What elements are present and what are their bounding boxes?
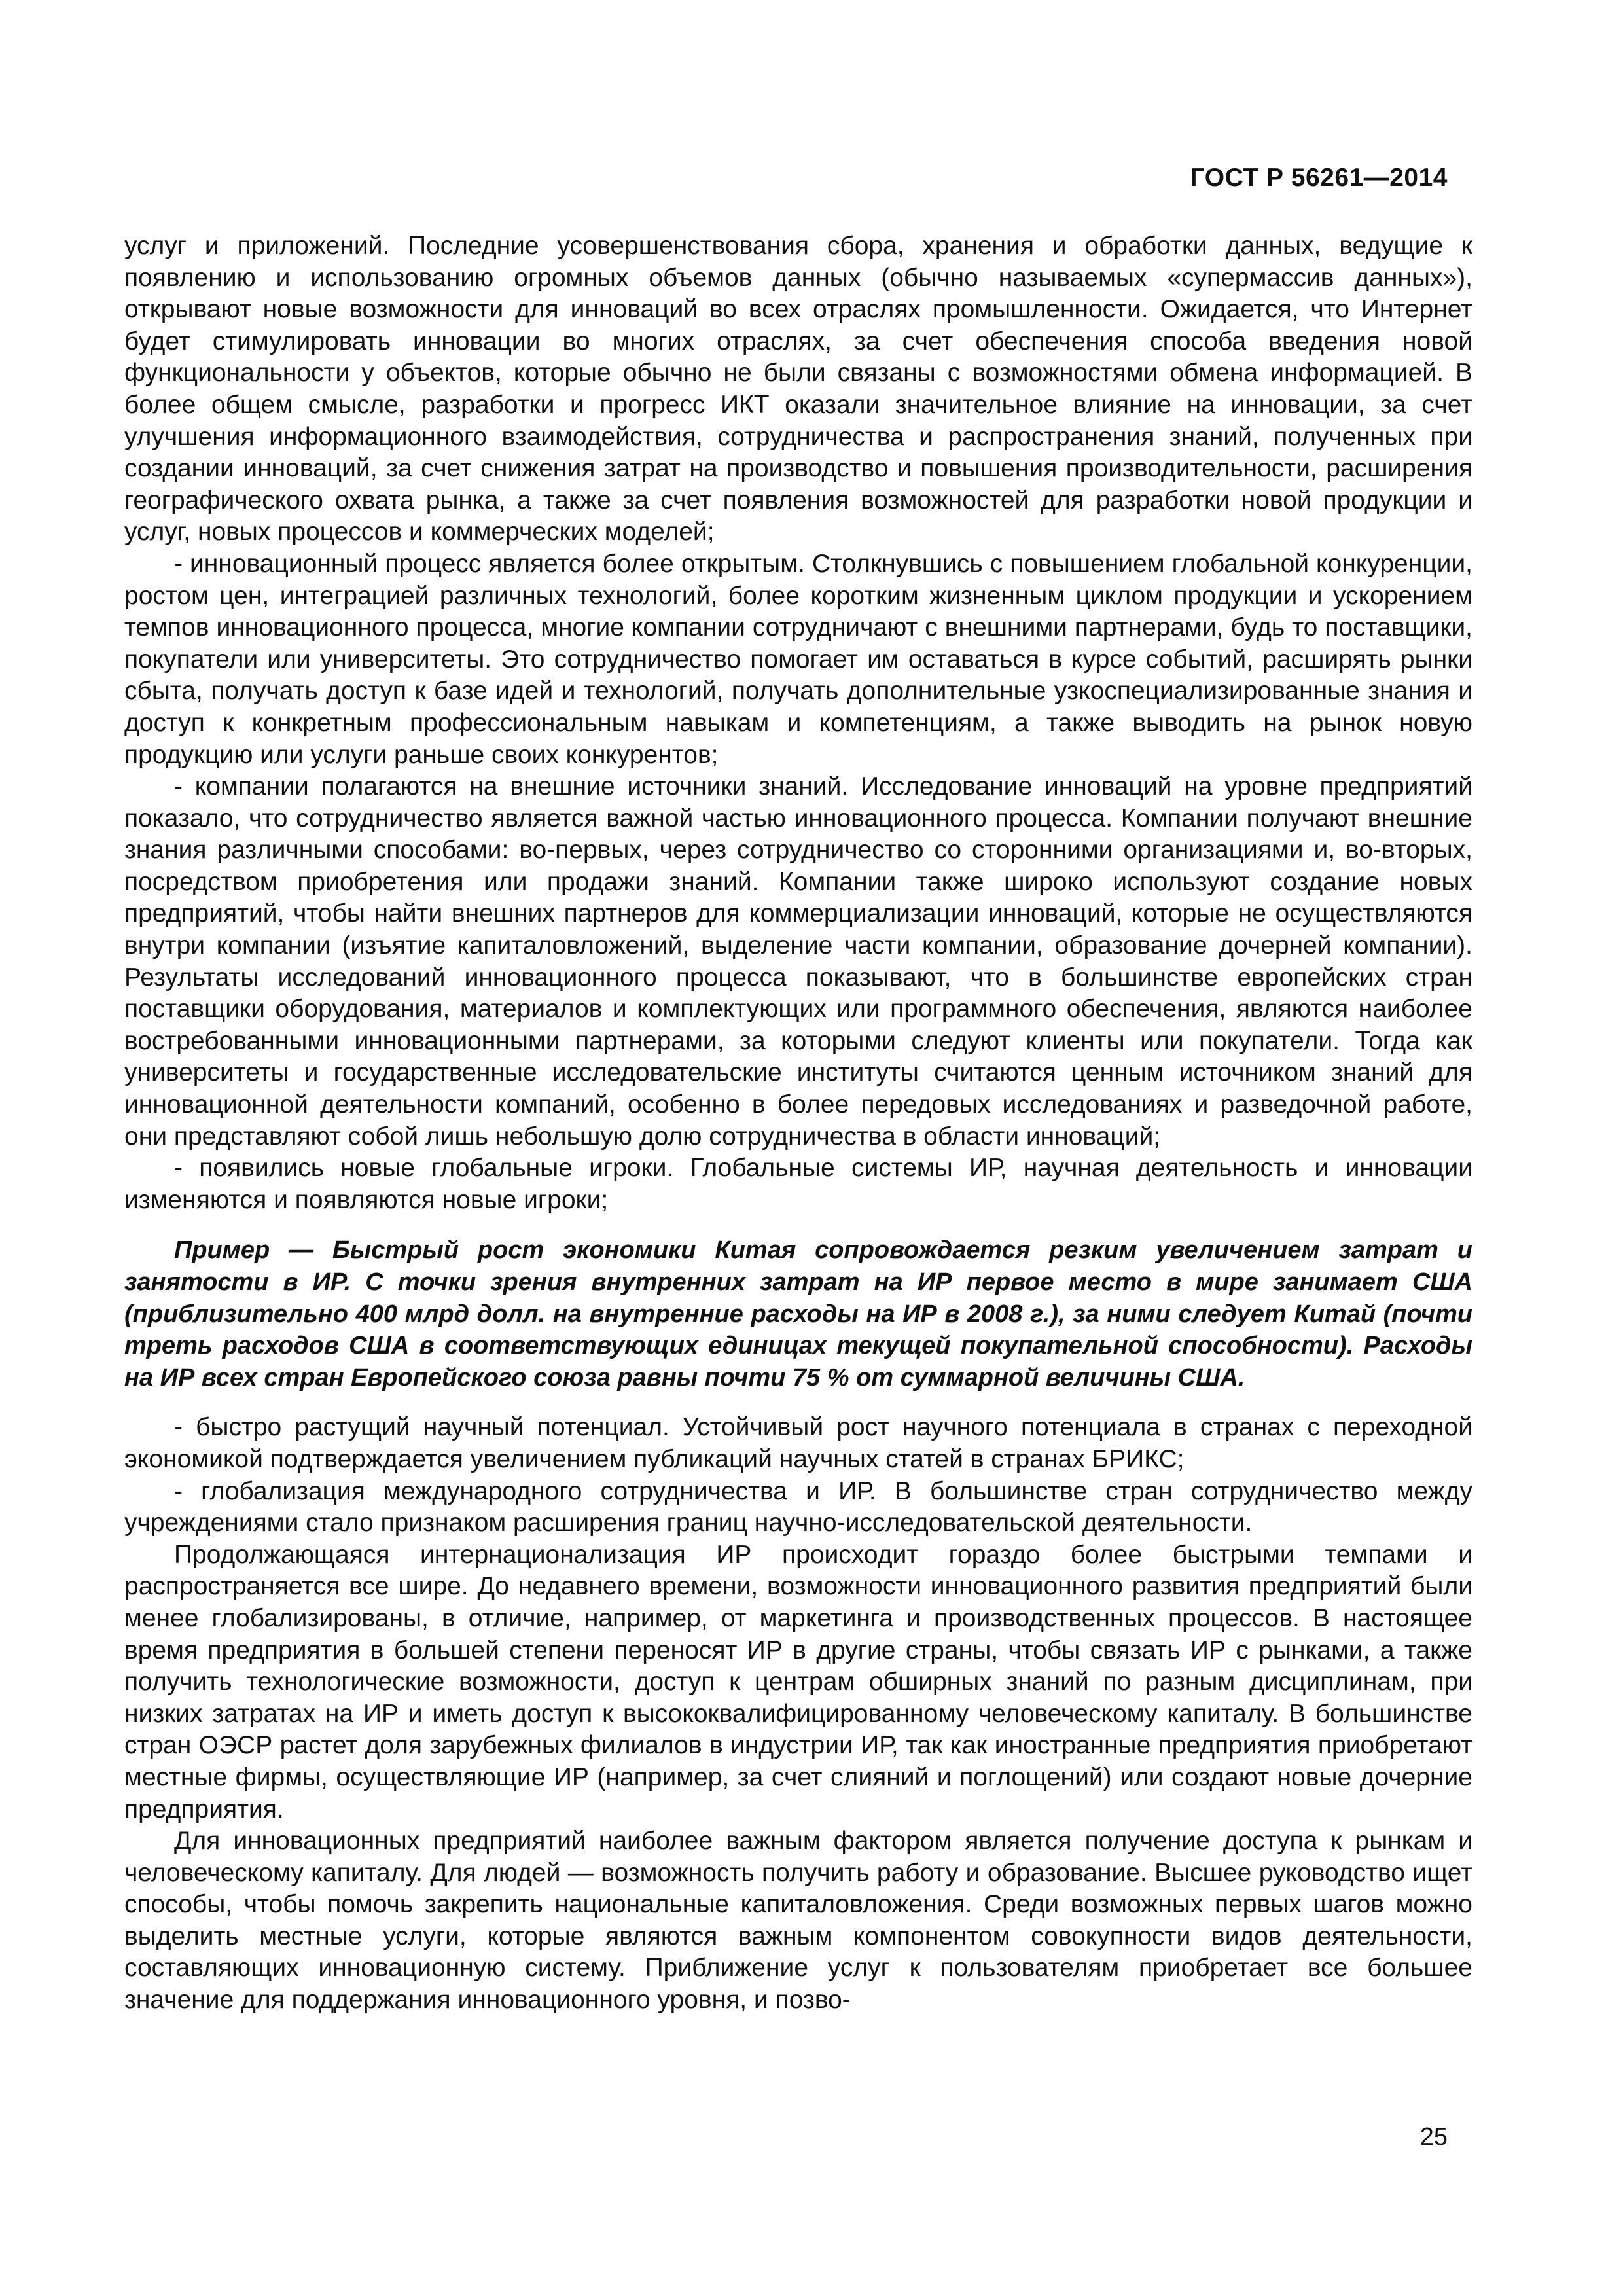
paragraph: услуг и приложений. Последние усовершенствования сбора, хранения и обработки данных, ведущие к появлению и использованию огромных объемов данных (обычно называемых «супермассив данных»), открывают новые возможности для инноваций во всех отраслях промышленности. Ожидается, что Интернет будет стимулировать инновации во многих отраслях, за счет обеспечения способа введения новой функциональности у объектов, которые обычно не были связаны с возможностями обмена информацией. В более общем смысле, разработки и прогресс ИКТ оказали значительное влияние на инновации, за счет улучшения информационного взаимодействия, сотрудничества и распространения знаний, полученных при создании инноваций, за счет снижения затрат на производство и повышения производительности, расширения географического охвата рынка, а также за счет появления возможностей для разработки новой продукции и услуг, новых процессов и коммерческих моделей; <box>124 232 1472 547</box>
document-header: ГОСТ Р 56261—2014 <box>1190 164 1448 192</box>
paragraph: - быстро растущий научный потенциал. Устойчивый рост научного потенциала в странах с переходной экономикой подтверждается увеличением публикаций научных статей в странах БРИКС; <box>124 1413 1472 1473</box>
paragraph: Продолжающаяся интернационализация ИР происходит гораздо более быстрыми темпами и распространяется все шире. До недавнего времени, возможности инновационного развития предприятий были менее глобализированы, в отличие, например, от маркетинга и производственных процессов. В настоящее время предприятия в большей степени переносят ИР в другие страны, чтобы связать ИР с рынками, а также получить технологические возможности, доступ к центрам обширных знаний по разным дисциплинам, при низких затратах на ИР и иметь доступ к высококвалифицированному человеческому капиталу. В большинстве стран ОЭСР растет доля зарубежных филиалов в индустрии ИР, так как иностранные предприятия приобретают местные фирмы, осуществляющие ИР (например, за счет слияний и поглощений) или создают новые дочерние предприятия. <box>124 1540 1472 1823</box>
page-number: 25 <box>1419 2123 1448 2151</box>
example-note: Пример — Быстрый рост экономики Китая сопровождается резким увеличением затрат и занятости в ИР. С точки зрения внутренних затрат на ИР первое место в мире занимает США (приблизительно 400 млрд долл. на внутренние расходы на ИР в 2008 г.), за ними следует Китай (почти треть расходов США в соответствующих единицах текущей покупательной способности). Расходы на ИР всех стран Европейского союза равны почти 75 % от суммарной величины США. <box>124 1236 1472 1391</box>
paragraph: - появились новые глобальные игроки. Глобальные системы ИР, научная деятельность и инновации изменяются и появляются новые игроки; <box>124 1154 1472 1214</box>
paragraph: Для инновационных предприятий наиболее важным фактором является получение доступа к рынкам и человеческому капиталу. Для людей — возможность получить работу и образование. Высшее руководство ищет способы, чтобы помочь закрепить национальные капиталовложения. Среди возможных первых шагов можно выделить местные услуги, которые являются важным компонентом совокупности видов деятельности, составляющих инновационную систему. Приближение услуг к пользователям приобретает все большее значение для поддержания инновационного уровня, и позво- <box>124 1827 1472 2015</box>
document-body <box>124 230 1472 2017</box>
paragraph: - инновационный процесс является более открытым. Столкнувшись с повышением глобальной конкуренции, ростом цен, интеграцией различных технологий, более коротким жизненным циклом продукции и ускорением темпов инновационного процесса, многие компании сотрудничают с внешними партнерами, будь то поставщики, покупатели или университеты. Это сотрудничество помогает им оставаться в курсе событий, расширять рынки сбыта, получать доступ к базе идей и технологий, получать дополнительные узкоспециализированные знания и доступ к конкретным профессиональным навыкам и компетенциям, а также выводить на рынок новую продукцию или услуги раньше своих конкурентов; <box>124 549 1472 769</box>
paragraph: - компании полагаются на внешние источники знаний. Исследование инноваций на уровне предприятий показало, что сотрудничество является важной частью инновационного процесса. Компании получают внешние знания различными способами: во-первых, через сотрудничество со сторонними организациями и, во-вторых, посредством приобретения или продажи знаний. Компании также широко используют создание новых предприятий, чтобы найти внешних партнеров для коммерциализации инноваций, которые не осуществляются внутри компании (изъятие капиталовложений, выделение части компании, образование дочерней компании). Результаты исследований инновационного процесса показывают, что в большинстве европейских стран поставщики оборудования, материалов и комплектующих или программного обеспечения, являются наиболее востребованными инновационными партнерами, за которыми следуют клиенты или покупатели. Тогда как университеты и государственные исследовательские институты считаются ценным источником знаний для инновационной деятельности компаний, особенно в более передовых исследованиях и разведочной работе, они представляют собой лишь небольшую долю сотрудничества в области инноваций; <box>124 772 1472 1151</box>
paragraph: - глобализация международного сотрудничества и ИР. В большинстве стран сотрудничество между учреждениями стало признаком расширения границ научно-исследовательской деятельности. <box>124 1477 1472 1537</box>
